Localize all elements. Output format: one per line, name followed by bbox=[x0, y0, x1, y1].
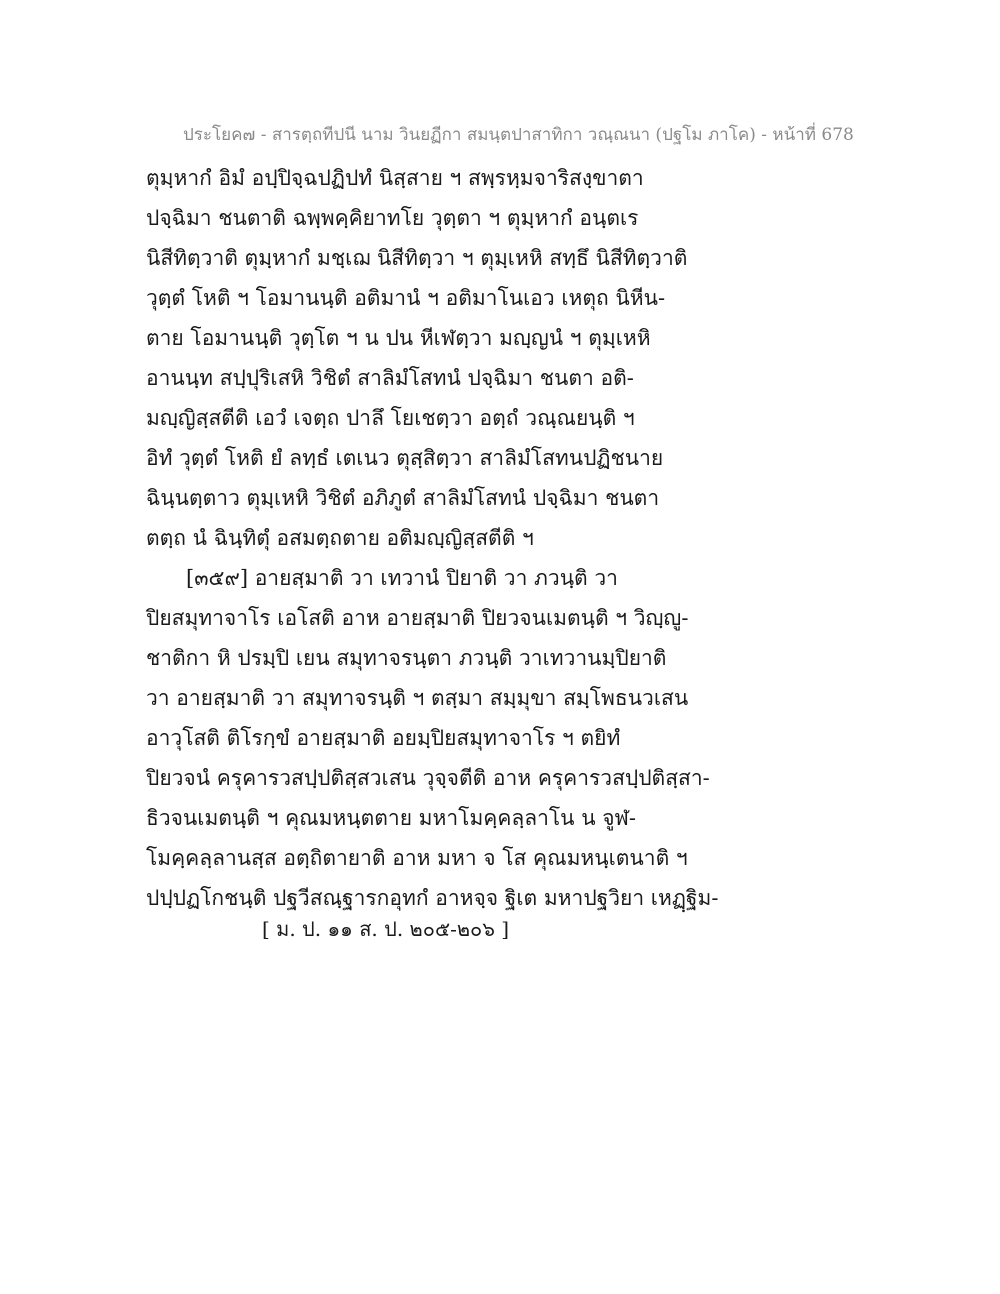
text-line: ตตฺถ นํ ฉินฺทิตุํ อสมตฺถตาย อติมญฺญิสฺสตีติ ฯ bbox=[146, 526, 534, 550]
text-line: ตุมฺหากํ อิมํ อปฺปิจฺฉปฏิปทํ นิสฺสาย ฯ สพฺรหฺมจาริสงฺขาตา bbox=[146, 166, 644, 190]
text-line: วุตฺตํ โหติ ฯ โอมานนฺติ อติมานํ ฯ อติมาโนเอว เหตุถ นิหีน- bbox=[146, 286, 666, 310]
text-line: ปจฺฉิมา ชนตาติ ฉพฺพคฺคิยาทโย วุตฺตา ฯ ตุมฺหากํ อนฺตเร bbox=[146, 206, 639, 230]
text-line: ธิวจนเมตนฺติ ฯ คุณมหนฺตตาย มหาโมคฺคลฺลาโน น จูฬ- bbox=[146, 806, 637, 830]
text-line: มญฺญิสฺสตีติ เอวํ เจตฺถ ปาลึ โยเชตฺวา อตฺถํ วณฺณยนฺติ ฯ bbox=[146, 406, 635, 430]
text-line: อาวุโสติ ติโรกฺขํ อายสฺมาติ อยมฺปิยสมุทาจาโร ฯ ตยิทํ bbox=[146, 726, 621, 750]
text-line: ปิยวจนํ ครุคารวสปฺปติสฺสวเสน วุจฺจตีติ อาห ครุคารวสปฺปติสฺสา- bbox=[146, 766, 710, 790]
text-line: นิสีทิตฺวาติ ตุมฺหากํ มชฺเฌ นิสีทิตฺวา ฯ ตุมฺเหหิ สทฺธึ นิสีทิตฺวาติ bbox=[146, 246, 688, 270]
text-line: ปิยสมุทาจาโร เอโสติ อาห อายสฺมาติ ปิยวจนเมตนฺติ ฯ วิญฺญู- bbox=[146, 606, 689, 630]
text-line: อานนฺท สปฺปุริเสหิ วิชิตํ สาลิมํโสทนํ ปจฺฉิมา ชนตา อติ- bbox=[146, 366, 634, 390]
text-line: วา อายสฺมาติ วา สมุทาจรนฺติ ฯ ตสฺมา สมฺมุขา สมฺโพธนวเสน bbox=[146, 686, 689, 710]
source-reference: [ ม. ป. ๑๑ ส. ป. ๒๐๕-๒๐๖ ] bbox=[262, 917, 510, 941]
paragraph-start-line: [๓๕๙] อายสฺมาติ วา เทวานํ ปิยาติ วา ภวนฺติ วา bbox=[186, 566, 618, 590]
running-header: ประโยค๗ - สารตฺถทีปนี นาม วินยฏีกา สมนฺตปาสาทิกา วณฺณนา (ปฐโม ภาโค) - หน้าที่ 678 bbox=[183, 125, 854, 145]
text-line: ตาย โอมานนฺติ วุตฺโต ฯ น ปน หีเฬตฺวา มญฺญนํ ฯ ตุมฺเหหิ bbox=[146, 326, 651, 350]
text-line: โมคฺคลฺลานสฺส อตฺถิตายาติ อาห มหา จ โส คุณมหนฺเตนาติ ฯ bbox=[146, 846, 688, 870]
text-line: ปปฺปฏโกชนฺติ ปฐวีสณฺฐารกอุทกํ อาหจฺจ ฐิเต มหาปฐวิยา เหฏฺฐิม- bbox=[146, 886, 719, 910]
text-line: ชาติกา หิ ปรมฺปิ เยน สมุทาจรนฺตา ภวนฺติ วาเทวานมฺปิยาติ bbox=[146, 646, 667, 670]
text-line: ฉินฺนตฺตาว ตุมฺเหหิ วิชิตํ อภิภูตํ สาลิมํโสทนํ ปจฺฉิมา ชนตา bbox=[146, 486, 660, 510]
body-text bbox=[146, 158, 719, 918]
text-line: อิทํ วุตฺตํ โหติ ยํ ลทฺธํ เตเนว ตุสฺสิตฺวา สาลิมํโสทนปฏิชนาย bbox=[146, 446, 664, 470]
